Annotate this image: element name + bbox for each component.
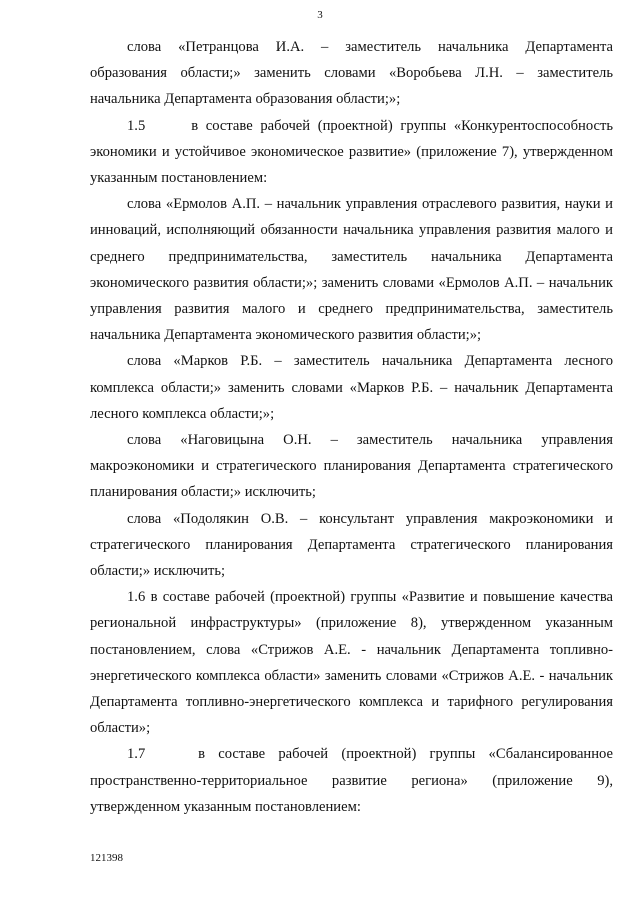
document-code: 121398 bbox=[90, 852, 123, 864]
paragraph: 1.5 в составе рабочей (проектной) группы «Конкурентоспособность экономики и устойчивое экономическое развитие» (приложение 7), утвержденном указанным постановлением: bbox=[90, 117, 613, 187]
paragraph: слова «Ермолов А.П. – начальник управления отраслевого развития, науки и инноваций, исполняющий обязанности начальника управления развития малого и среднего предпринимательства, заместитель начальника Департамента экономического развития области;»; заменить словами «Ермолов А.П. – начальник управления развития малого и среднего предпринимательства, заместитель начальника Департамента экономического развития области;»; bbox=[90, 196, 613, 344]
paragraph: 1.6 в составе рабочей (проектной) группы «Развитие и повышение качества региональной инфраструктуры» (приложение 8), утвержденном указанным постановлением, слова «Стрижов А.Е. - начальник Департамента топливно-энергетического комплекса области» заменить словами «Стрижов А.Е. - начальник Департамента топливно-энергетического комплекса и тарифного регулирования области»; bbox=[90, 589, 613, 737]
paragraph: слова «Наговицына О.Н. – заместитель начальника управления макроэкономики и стратегического планирования Департамента стратегического планирования области;» исключить; bbox=[90, 432, 613, 501]
paragraph: слова «Марков Р.Б. – заместитель начальника Департамента лесного комплекса области;» заменить словами «Марков Р.Б. – начальник Департамента лесного комплекса области;»; bbox=[90, 353, 613, 422]
paragraph: 1.7 в составе рабочей (проектной) группы «Сбалансированное пространственно-территориальное развитие региона» (приложение 9), утвержденном указанным постановлением: bbox=[90, 746, 613, 815]
paragraph: слова «Петранцова И.А. – заместитель начальника Департамента образования области;» заменить словами «Воробьева Л.Н. – заместитель начальника Департамента образования области;»; bbox=[90, 39, 613, 108]
document-body bbox=[90, 34, 613, 820]
page-number: 3 bbox=[317, 9, 323, 21]
paragraph: слова «Подолякин О.В. – консультант управления макроэкономики и стратегического планирования Департамента стратегического планирования области;» исключить; bbox=[90, 510, 613, 580]
